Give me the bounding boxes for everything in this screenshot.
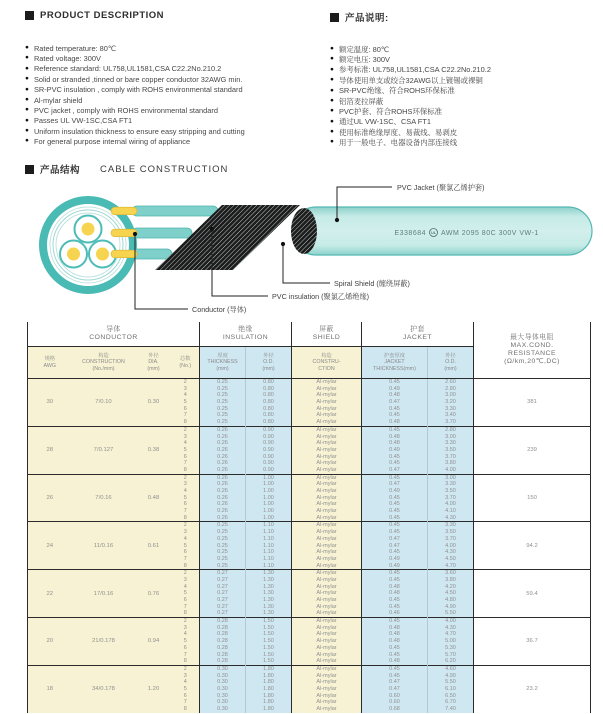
shield-leader-dot bbox=[281, 242, 285, 246]
bullet-item bbox=[330, 86, 598, 96]
dot-bullet-icon: ● bbox=[25, 95, 29, 103]
conductor-leader-dot bbox=[133, 232, 137, 236]
spec-row-awg-30 bbox=[28, 379, 591, 427]
bullet-text: PVC jacket , comply with ROHS environmental standard bbox=[33, 106, 218, 116]
group-shield: 屏蔽 SHIELD bbox=[292, 322, 362, 347]
cell-ins-od: 1.50 1.50 1.50 1.50 1.50 1.50 1.50 bbox=[246, 618, 292, 666]
insulation-label: PVC insulation (聚氯乙烯绝缘) bbox=[272, 292, 370, 301]
bullet-text: For general purpose internal wiring of appliance bbox=[33, 137, 191, 147]
dot-bullet-icon: ● bbox=[330, 44, 334, 52]
cell-jacket-od: 3.60 3.80 4.20 4.50 4.80 4.90 5.50 bbox=[428, 570, 474, 618]
bullet-item bbox=[330, 106, 598, 116]
spec-row-awg-20 bbox=[28, 618, 591, 666]
cell-construction: 11/0.16 bbox=[72, 522, 136, 570]
bullet-text: 导体使用单支或绞合32AWG以上镀锡或裸铜 bbox=[338, 75, 483, 85]
bullet-text: Solid or stranded ,tinned or bare copper conductor 32AWG min. bbox=[33, 74, 243, 84]
product-notes-section bbox=[330, 10, 598, 148]
bullet-text: Uniform insulation thickness to ensure easy stripping and cutting bbox=[33, 126, 245, 136]
header-cores: 芯数 (No.) bbox=[172, 347, 200, 379]
conductor-label: Conductor (导体) bbox=[192, 305, 247, 314]
bullet-text: Passes UL VW-1SC,CSA FT1 bbox=[33, 116, 133, 126]
cell-jacket-od: 4.00 4.30 4.70 5.00 5.30 5.70 6.20 bbox=[428, 618, 474, 666]
cell-awg: 30 bbox=[28, 379, 72, 427]
cell-resistance: 150 bbox=[474, 474, 591, 522]
wire-insulation bbox=[132, 249, 172, 259]
bullet-text: Rated voltage: 300V bbox=[33, 54, 101, 64]
bullet-item bbox=[330, 54, 598, 64]
cell-jacket-thickness: 0.45 0.45 0.48 0.48 0.45 0.45 0.46 bbox=[362, 570, 428, 618]
header-jacket-od: 外径 O.D. (mm) bbox=[428, 347, 474, 379]
wire-conductor bbox=[111, 229, 137, 237]
bullet-item bbox=[25, 53, 325, 63]
cell-jacket-thickness: 0.45 0.47 0.49 0.45 0.45 0.45 0.45 bbox=[362, 474, 428, 522]
dot-bullet-icon: ● bbox=[330, 86, 334, 94]
cell-shield: Al-mylar Al-mylar Al-mylar Al-mylar Al-mylar Al-mylar Al-mylar bbox=[292, 379, 362, 427]
bullet-text: 用于一般电子、电器设备内部连接线 bbox=[338, 138, 458, 148]
dot-bullet-icon: ● bbox=[330, 107, 334, 115]
cell-cores: 2 3 4 5 6 7 8 bbox=[172, 522, 200, 570]
cell-cores: 2 3 4 5 6 7 8 bbox=[172, 426, 200, 474]
bullet-text: SR-PVC绝缘、符合ROHS环保标准 bbox=[338, 86, 455, 96]
dot-bullet-icon: ● bbox=[330, 76, 334, 84]
header-ins-od: 外径 O.D. (mm) bbox=[246, 347, 292, 379]
product-description-title: PRODUCT DESCRIPTION bbox=[40, 10, 165, 21]
dot-bullet-icon: ● bbox=[330, 128, 334, 136]
cell-ins-thickness: 0.28 0.28 0.28 0.28 0.28 0.28 0.28 bbox=[200, 618, 246, 666]
cell-shield: Al-mylar Al-mylar Al-mylar Al-mylar Al-mylar Al-mylar Al-mylar bbox=[292, 618, 362, 666]
cell-shield: Al-mylar Al-mylar Al-mylar Al-mylar Al-mylar Al-mylar Al-mylar bbox=[292, 522, 362, 570]
bullet-item bbox=[330, 138, 598, 148]
marking-spec-text: AWM 2095 80C 300V VW-1 bbox=[441, 230, 539, 237]
dot-bullet-icon: ● bbox=[25, 64, 29, 72]
marking-cert-number: E338684 bbox=[394, 230, 426, 237]
spec-row-awg-24 bbox=[28, 522, 591, 570]
bullet-text: 铝箔麦拉屏蔽 bbox=[338, 96, 384, 106]
bullet-item bbox=[25, 126, 325, 136]
cell-shield: Al-mylar Al-mylar Al-mylar Al-mylar Al-mylar Al-mylar Al-mylar bbox=[292, 570, 362, 618]
cell-resistance: 59.4 bbox=[474, 570, 591, 618]
dot-bullet-icon: ● bbox=[25, 127, 29, 135]
cell-cores: 2 3 4 5 6 7 8 bbox=[172, 379, 200, 427]
bullet-text: 额定电压: 300V bbox=[338, 55, 390, 65]
header-ins-thickness: 厚度 THICKNESS (mm) bbox=[200, 347, 246, 379]
cell-ins-thickness: 0.25 0.25 0.25 0.25 0.25 0.25 0.25 bbox=[200, 522, 246, 570]
group-jacket: 护套 JACKET bbox=[362, 322, 474, 347]
dot-bullet-icon: ● bbox=[25, 54, 29, 62]
cell-ins-od: 0.90 0.90 0.90 0.90 0.90 0.90 0.90 bbox=[246, 426, 292, 474]
bullet-text: 额定温度: 80℃ bbox=[338, 44, 390, 54]
bullet-item bbox=[25, 116, 325, 126]
dot-bullet-icon: ● bbox=[25, 85, 29, 93]
spec-table-container bbox=[27, 322, 591, 713]
cell-awg: 24 bbox=[28, 522, 72, 570]
cell-dia: 1.20 bbox=[136, 665, 172, 712]
bullet-text: Reference standard: UL758,UL1581,CSA C22.2No.210.2 bbox=[33, 64, 222, 74]
dot-bullet-icon: ● bbox=[330, 117, 334, 125]
cell-jacket-thickness: 0.45 0.48 0.48 0.49 0.45 0.45 0.47 bbox=[362, 426, 428, 474]
dot-bullet-icon: ● bbox=[25, 106, 29, 114]
header-jacket-thickness: 护套厚度 JACKET THICKNESS(mm) bbox=[362, 347, 428, 379]
svg-text:UL: UL bbox=[431, 231, 436, 236]
construction-title-cn: 产品结构 bbox=[40, 165, 81, 176]
wire-conductor bbox=[111, 250, 137, 258]
shield-at-opening bbox=[291, 208, 317, 254]
spec-table-body bbox=[28, 322, 591, 713]
dot-bullet-icon: ● bbox=[25, 75, 29, 83]
product-notes-header bbox=[330, 10, 598, 24]
cell-ins-thickness: 0.26 0.26 0.26 0.26 0.26 0.26 0.26 bbox=[200, 426, 246, 474]
jacket-label: PVC Jacket (聚氯乙烯护套) bbox=[397, 183, 485, 192]
bullet-item bbox=[25, 105, 325, 115]
bullet-text: 参考标准: UL758,UL1581,CSA C22.2No.210.2 bbox=[338, 65, 491, 75]
product-description-section bbox=[25, 10, 325, 147]
dot-bullet-icon: ● bbox=[25, 43, 29, 51]
cell-construction: 17/0.16 bbox=[72, 570, 136, 618]
bullet-text: 使用标准绝缘厚度、易裁线、易剥皮 bbox=[338, 127, 458, 137]
core-top bbox=[75, 216, 102, 243]
dot-bullet-icon: ● bbox=[330, 96, 334, 104]
square-bullet-icon bbox=[25, 11, 34, 20]
cell-ins-thickness: 0.25 0.25 0.25 0.25 0.25 0.25 0.25 bbox=[200, 379, 246, 427]
cell-ins-thickness: 0.27 0.27 0.27 0.27 0.27 0.27 0.27 bbox=[200, 570, 246, 618]
bullet-text: Rated temperature: 80℃ bbox=[33, 43, 117, 53]
insulation-leader-dot bbox=[210, 227, 214, 231]
header-construction: 构造 CONSTRUCTION (No./mm) bbox=[72, 347, 136, 379]
cell-construction: 7/0.127 bbox=[72, 426, 136, 474]
cell-ins-thickness: 0.30 0.30 0.30 0.30 0.30 0.30 0.30 bbox=[200, 665, 246, 712]
cell-awg: 26 bbox=[28, 474, 72, 522]
cell-ins-od: 1.30 1.30 1.30 1.30 1.30 1.30 1.30 bbox=[246, 570, 292, 618]
dot-bullet-icon: ● bbox=[330, 55, 334, 63]
cell-resistance: 23.2 bbox=[474, 665, 591, 712]
bullet-text: SR-PVC insulation , comply with ROHS environmental standard bbox=[33, 85, 243, 95]
cell-jacket-od: 4.60 4.90 5.50 6.10 6.50 6.70 7.40 bbox=[428, 665, 474, 712]
cell-jacket-thickness: 0.45 0.45 0.47 0.47 0.45 0.49 0.49 bbox=[362, 522, 428, 570]
cell-ins-od: 0.80 0.80 0.80 0.80 0.80 0.80 0.80 bbox=[246, 379, 292, 427]
bullet-item bbox=[25, 85, 325, 95]
bullet-item bbox=[330, 96, 598, 106]
group-conductor: 导体 CONDUCTOR bbox=[28, 322, 200, 347]
cell-resistance: 36.7 bbox=[474, 618, 591, 666]
bullet-item bbox=[330, 44, 598, 54]
cell-jacket-od: 2.60 2.80 3.00 3.20 3.30 3.40 3.70 bbox=[428, 379, 474, 427]
spec-row-awg-26 bbox=[28, 474, 591, 522]
jacket-leader-dot bbox=[335, 218, 339, 222]
cell-cores: 2 3 4 5 6 7 8 bbox=[172, 570, 200, 618]
dot-bullet-icon: ● bbox=[25, 137, 29, 145]
cell-ins-od: 1.00 1.00 1.00 1.00 1.00 1.00 1.00 bbox=[246, 474, 292, 522]
cell-construction: 34/0.178 bbox=[72, 665, 136, 712]
cell-shield: Al-mylar Al-mylar Al-mylar Al-mylar Al-mylar Al-mylar Al-mylar bbox=[292, 474, 362, 522]
cell-awg: 28 bbox=[28, 426, 72, 474]
dot-bullet-icon: ● bbox=[330, 65, 334, 73]
cell-construction: 7/0.10 bbox=[72, 379, 136, 427]
product-notes-title: 产品说明: bbox=[345, 13, 389, 24]
cell-jacket-thickness: 0.45 0.48 0.48 0.48 0.45 0.45 0.48 bbox=[362, 618, 428, 666]
construction-title-en: CABLE CONSTRUCTION bbox=[100, 163, 229, 175]
dot-bullet-icon: ● bbox=[330, 138, 334, 146]
shield-label: Spiral Shield (缠绕屏蔽) bbox=[334, 279, 410, 288]
spec-row-awg-18 bbox=[28, 665, 591, 712]
header-resistance: 最大导体电阻 MAX.COND. RESISTANCE (Ω/km,20℃,DC) bbox=[474, 322, 591, 379]
spec-row-awg-28 bbox=[28, 426, 591, 474]
header-shield-construction: 构造 CONSTRU- CTION bbox=[292, 347, 362, 379]
cell-cores: 2 3 4 5 6 7 8 bbox=[172, 474, 200, 522]
cell-jacket-thickness: 0.45 0.49 0.48 0.47 0.45 0.45 0.48 bbox=[362, 379, 428, 427]
cell-construction: 7/0.16 bbox=[72, 474, 136, 522]
cell-dia: 0.38 bbox=[136, 426, 172, 474]
cell-resistance: 239 bbox=[474, 426, 591, 474]
spec-table bbox=[27, 322, 591, 713]
cell-jacket-od: 3.00 3.30 3.50 3.70 4.00 4.10 4.30 bbox=[428, 474, 474, 522]
group-insulation: 绝缘 INSULATION bbox=[200, 322, 292, 347]
wire-insulation bbox=[132, 206, 218, 216]
bullet-text: Al-mylar shield bbox=[33, 95, 83, 105]
bullet-text: 通过UL VW-1SC、CSA FT1 bbox=[338, 117, 431, 127]
cell-cores: 2 3 4 5 6 7 8 bbox=[172, 665, 200, 712]
cell-jacket-od: 2.80 3.00 3.30 3.50 3.70 3.80 4.00 bbox=[428, 426, 474, 474]
cell-construction: 21/0.178 bbox=[72, 618, 136, 666]
wire-insulation bbox=[132, 228, 192, 238]
dot-bullet-icon: ● bbox=[25, 116, 29, 124]
core-bottom-left bbox=[60, 241, 87, 268]
bullet-item bbox=[25, 95, 325, 105]
product-notes-list bbox=[330, 44, 598, 148]
cell-resistance: 94.2 bbox=[474, 522, 591, 570]
bullet-text: PVC护套、符合ROHS环保标准 bbox=[338, 107, 443, 117]
bullet-item bbox=[25, 74, 325, 84]
product-description-list bbox=[25, 43, 325, 147]
cell-dia: 0.76 bbox=[136, 570, 172, 618]
header-awg: 规格 AWG bbox=[28, 347, 72, 379]
wire-conductor bbox=[111, 207, 137, 215]
cell-jacket-od: 3.30 3.50 3.70 4.00 4.30 4.50 4.70 bbox=[428, 522, 474, 570]
cell-ins-od: 1.80 1.80 1.80 1.80 1.80 1.80 1.80 bbox=[246, 665, 292, 712]
bullet-item bbox=[330, 75, 598, 85]
cell-jacket-thickness: 0.45 0.45 0.47 0.47 0.60 0.60 0.68 bbox=[362, 665, 428, 712]
cell-ins-thickness: 0.26 0.26 0.26 0.26 0.26 0.26 0.26 bbox=[200, 474, 246, 522]
cable-construction-diagram bbox=[0, 172, 603, 322]
cell-dia: 0.48 bbox=[136, 474, 172, 522]
cell-ins-od: 1.10 1.10 1.10 1.10 1.10 1.10 1.10 bbox=[246, 522, 292, 570]
cell-shield: Al-mylar Al-mylar Al-mylar Al-mylar Al-mylar Al-mylar Al-mylar bbox=[292, 426, 362, 474]
bullet-item bbox=[25, 64, 325, 74]
bullet-item bbox=[25, 137, 325, 147]
cell-dia: 0.30 bbox=[136, 379, 172, 427]
cell-dia: 0.94 bbox=[136, 618, 172, 666]
group-header-row bbox=[28, 322, 591, 347]
bullet-item bbox=[25, 43, 325, 53]
cell-shield: Al-mylar Al-mylar Al-mylar Al-mylar Al-mylar Al-mylar Al-mylar bbox=[292, 665, 362, 712]
spec-row-awg-22 bbox=[28, 570, 591, 618]
jacket-tube bbox=[291, 207, 592, 255]
bullet-item bbox=[330, 65, 598, 75]
cell-awg: 18 bbox=[28, 665, 72, 712]
header-dia: 外径 DIA. (mm) bbox=[136, 347, 172, 379]
square-bullet-icon bbox=[330, 13, 339, 22]
cell-awg: 20 bbox=[28, 618, 72, 666]
cell-resistance: 381 bbox=[474, 379, 591, 427]
bullet-item bbox=[330, 117, 598, 127]
product-description-header bbox=[25, 10, 325, 21]
cell-dia: 0.61 bbox=[136, 522, 172, 570]
cell-cores: 2 3 4 5 6 7 8 bbox=[172, 618, 200, 666]
cell-awg: 22 bbox=[28, 570, 72, 618]
bullet-item bbox=[330, 127, 598, 137]
